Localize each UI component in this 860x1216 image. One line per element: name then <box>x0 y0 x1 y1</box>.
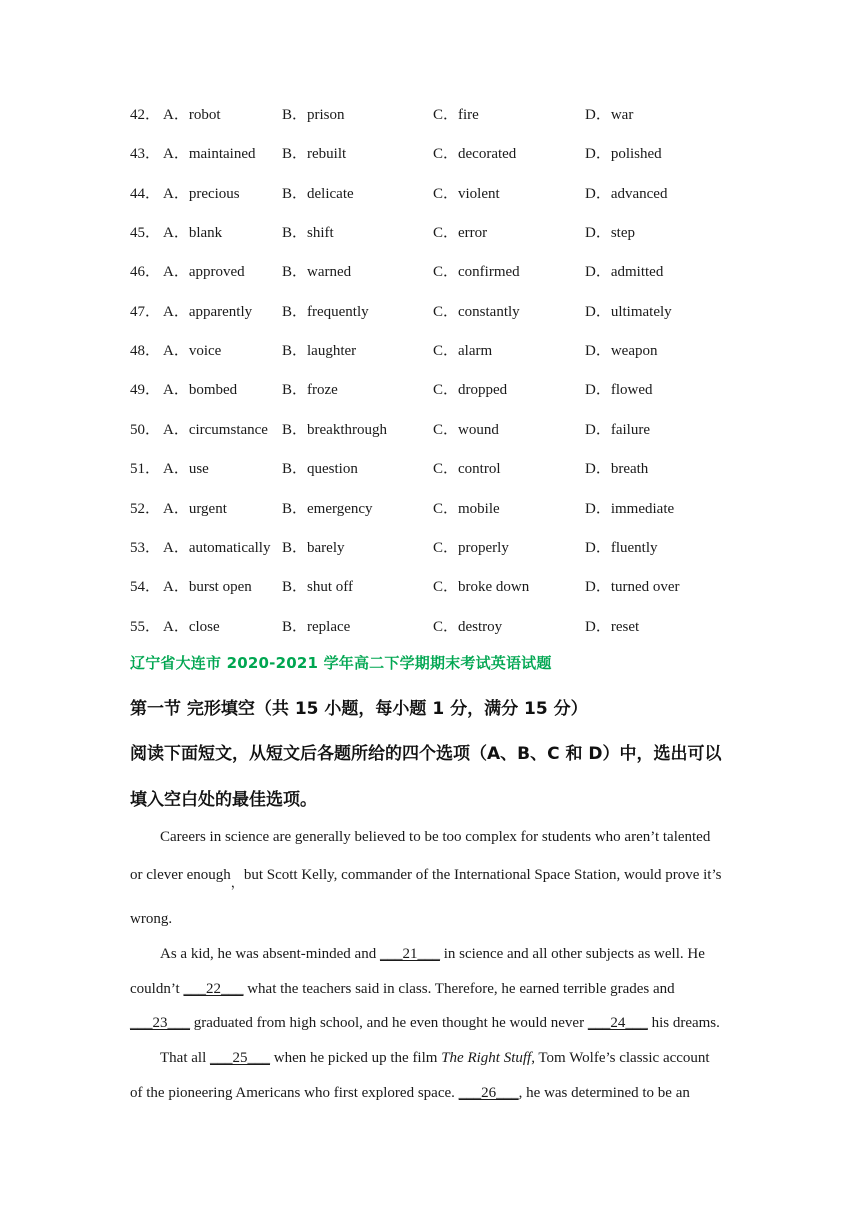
option-a: A．automatically <box>163 540 271 556</box>
passage-text: Careers in science are generally believed to be too complex for students who aren’t talented <box>160 829 711 845</box>
option-a: A．use <box>163 461 209 477</box>
passage-line <box>130 864 730 890</box>
passage-text: in science and all other subjects as well. He <box>439 946 705 962</box>
passage-line <box>160 829 760 846</box>
passage-text: but Scott Kelly, commander of the International Space Station, would prove it’s <box>243 867 722 883</box>
passage-line <box>160 946 760 963</box>
section-heading: 第一节 完形填空（共 15 小题，每小题 1 分，满分 15 分） <box>130 699 588 719</box>
instruction-line-1: 阅读下面短文，从短文后各题所给的四个选项（A、B、C 和 D）中，选出可以 <box>130 744 722 764</box>
option-b: B．rebuilt <box>282 146 347 162</box>
passage-line <box>130 1085 730 1102</box>
option-d: D．reset <box>585 619 640 635</box>
passage-text: As a kid, he was absent-minded and <box>160 946 380 962</box>
option-b: B．shift <box>282 225 334 241</box>
option-d: D．polished <box>585 146 662 162</box>
option-c: C．broke down <box>433 579 530 595</box>
option-c: C．error <box>433 225 488 241</box>
option-a: A．circumstance <box>163 422 268 438</box>
option-b: B．shut off <box>282 579 353 595</box>
option-a: A．bombed <box>163 382 238 398</box>
option-c: C．destroy <box>433 619 503 635</box>
option-b: B．question <box>282 461 358 477</box>
question-number: 52． <box>130 501 161 517</box>
question-number: 51． <box>130 461 161 477</box>
passage-line <box>130 911 730 928</box>
option-a: A．maintained <box>163 146 256 162</box>
option-c: C．wound <box>433 422 499 438</box>
blank-21: ___21___ <box>379 946 440 962</box>
option-c: C．dropped <box>433 382 508 398</box>
option-a: A．robot <box>163 107 221 123</box>
option-b: B．breakthrough <box>282 422 387 438</box>
question-number: 44． <box>130 186 161 202</box>
blank-25: ___25___ <box>209 1050 270 1066</box>
option-a: A．urgent <box>163 501 227 517</box>
question-number: 55． <box>130 619 161 635</box>
passage-text: when he picked up the film <box>269 1050 442 1066</box>
question-number: 49． <box>130 382 161 398</box>
option-d: D．failure <box>585 422 650 438</box>
question-number: 53． <box>130 540 161 556</box>
option-b: B．warned <box>282 264 352 280</box>
option-d: D．fluently <box>585 540 658 556</box>
passage-text: That all <box>160 1050 210 1066</box>
option-a: A．blank <box>163 225 223 241</box>
option-d: D．breath <box>585 461 649 477</box>
option-b: B．frequently <box>282 304 369 320</box>
option-a: A．apparently <box>163 304 253 320</box>
option-a: A．approved <box>163 264 245 280</box>
instruction-line-2: 填入空白处的最佳选项。 <box>130 790 317 810</box>
option-c: C．confirmed <box>433 264 520 280</box>
option-a: A．precious <box>163 186 240 202</box>
option-a: A．voice <box>163 343 222 359</box>
blank-26: ___26___ <box>458 1085 519 1101</box>
option-d: D．step <box>585 225 635 241</box>
passage-text: wrong. <box>130 911 173 927</box>
option-c: C．control <box>433 461 501 477</box>
option-d: D．war <box>585 107 634 123</box>
passage-text: what the teachers said in class. Therefore, he earned terrible grades and <box>243 981 675 997</box>
option-d: D．advanced <box>585 186 668 202</box>
option-c: C．constantly <box>433 304 520 320</box>
option-d: D．admitted <box>585 264 664 280</box>
passage-text: his dreams. <box>647 1015 720 1031</box>
option-d: D．ultimately <box>585 304 672 320</box>
blank-22: ___22___ <box>183 981 244 997</box>
question-number: 54． <box>130 579 161 595</box>
option-c: C．fire <box>433 107 479 123</box>
question-number: 48． <box>130 343 161 359</box>
question-number: 50． <box>130 422 161 438</box>
passage-text: , he was determined to be an <box>518 1085 690 1101</box>
option-c: C．decorated <box>433 146 517 162</box>
passage-text: of the pioneering Americans who first explored space. <box>130 1085 459 1101</box>
passage-text: couldn’t <box>130 981 184 997</box>
blank-24: ___24___ <box>587 1015 648 1031</box>
passage-comma: ， <box>230 875 244 890</box>
passage-text: graduated from high school, and he even thought he would never <box>190 1015 588 1031</box>
question-number: 42． <box>130 107 161 123</box>
passage-line <box>160 1050 760 1067</box>
option-a: A．close <box>163 619 220 635</box>
option-b: B．laughter <box>282 343 357 359</box>
option-c: C．violent <box>433 186 500 202</box>
option-b: B．emergency <box>282 501 373 517</box>
option-b: B．prison <box>282 107 345 123</box>
passage-line <box>130 981 730 998</box>
option-b: B．froze <box>282 382 338 398</box>
passage-text: or clever enough <box>130 867 231 883</box>
option-b: B．replace <box>282 619 351 635</box>
option-d: D．immediate <box>585 501 675 517</box>
option-b: B．delicate <box>282 186 354 202</box>
option-c: C．alarm <box>433 343 493 359</box>
question-number: 47． <box>130 304 161 320</box>
option-c: C．mobile <box>433 501 500 517</box>
question-number: 46． <box>130 264 161 280</box>
question-number: 43． <box>130 146 161 162</box>
option-a: A．burst open <box>163 579 252 595</box>
option-d: D．weapon <box>585 343 658 359</box>
option-b: B．barely <box>282 540 345 556</box>
option-d: D．turned over <box>585 579 680 595</box>
option-d: D．flowed <box>585 382 653 398</box>
option-c: C．properly <box>433 540 509 556</box>
exam-source-title: 辽宁省大连市 2020-2021 学年高二下学期期末考试英语试题 <box>130 654 552 672</box>
question-number: 45． <box>130 225 161 241</box>
passage-text: , Tom Wolfe’s classic account <box>531 1050 710 1066</box>
film-title: The Right Stuff <box>441 1050 532 1066</box>
passage-line <box>130 1015 730 1032</box>
blank-23: ___23___ <box>130 1015 190 1031</box>
